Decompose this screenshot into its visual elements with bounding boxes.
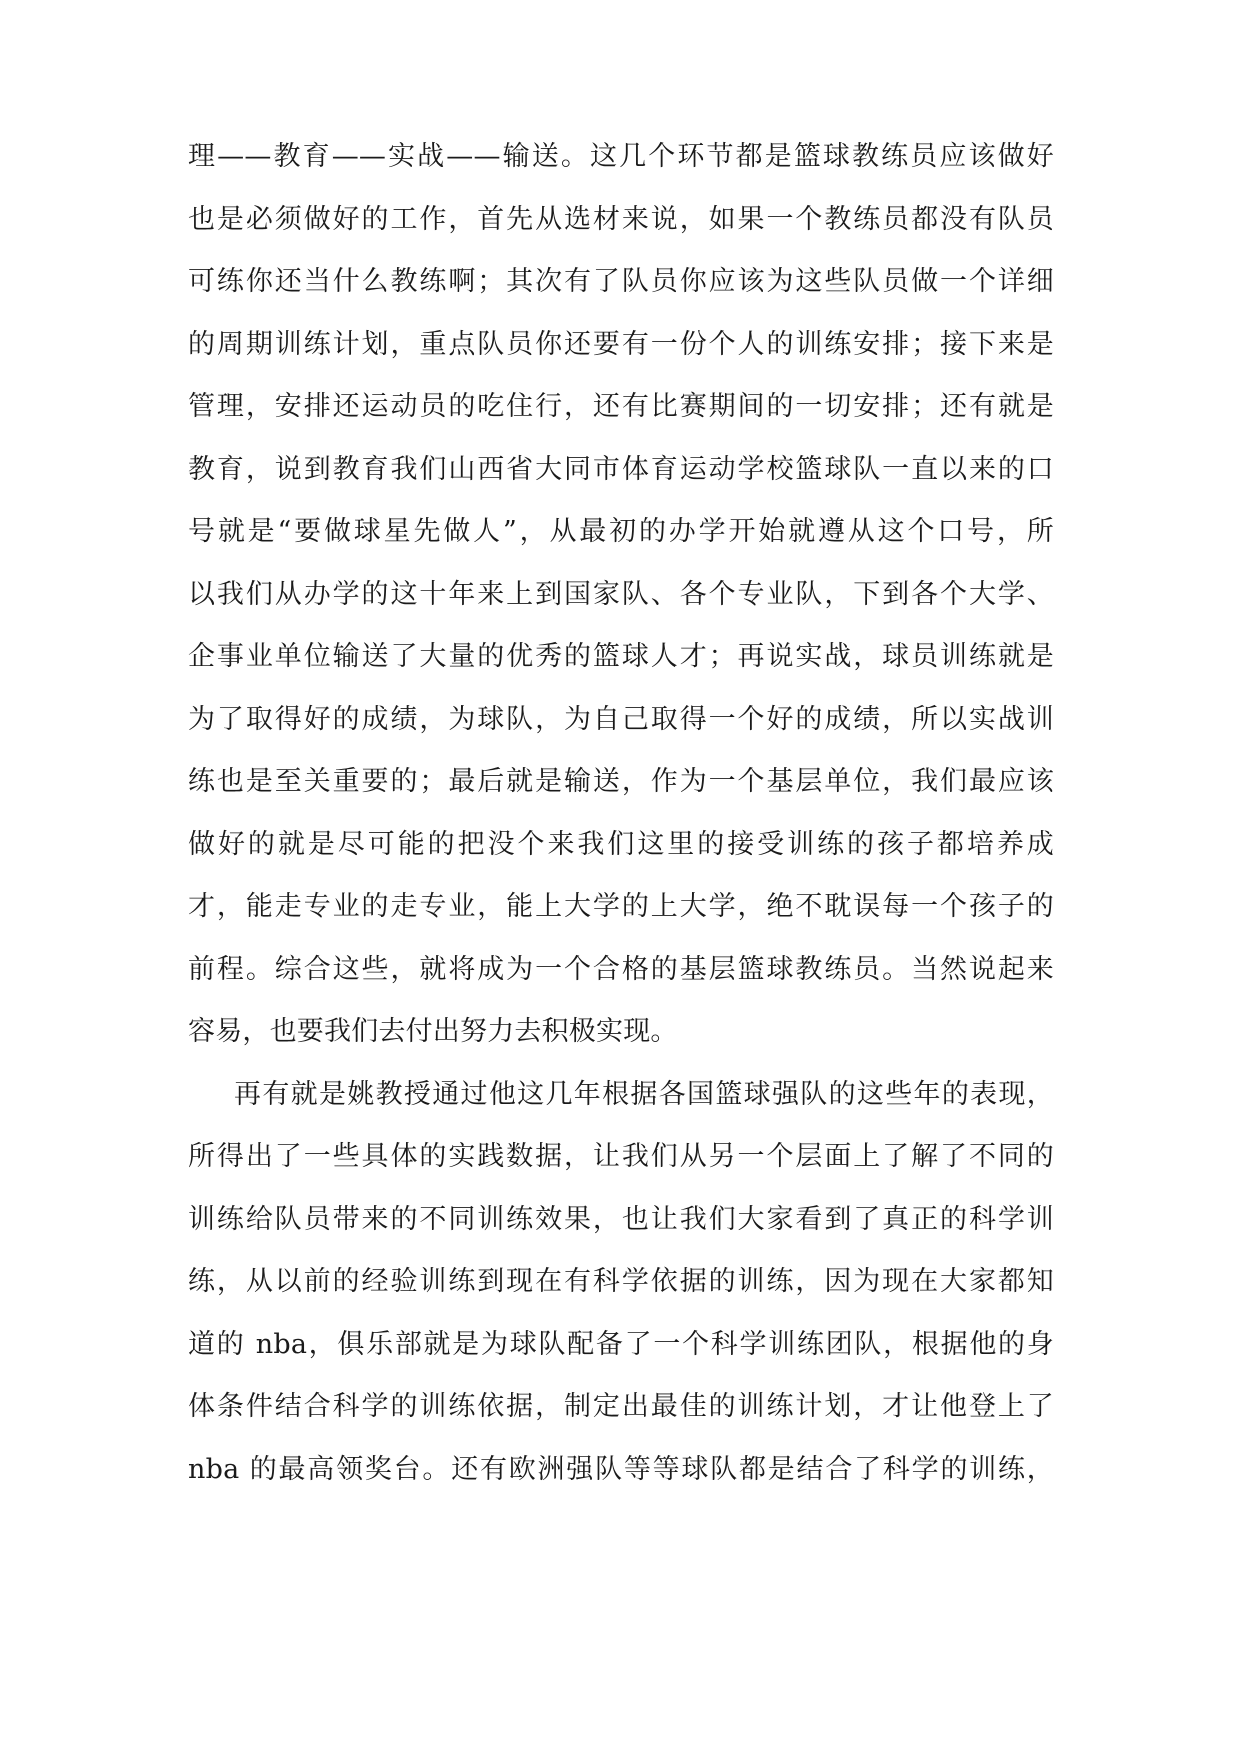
- text-line: 练，从以前的经验训练到现在有科学依据的训练，因为现在大家都知: [188, 1266, 1054, 1297]
- text-line: 练也是至关重要的；最后就是输送，作为一个基层单位，我们最应该: [188, 766, 1054, 797]
- text-line: 为了取得好的成绩，为球队，为自己取得一个好的成绩，所以实战训: [188, 703, 1054, 735]
- text-line: 训练给队员带来的不同训练效果，也让我们大家看到了真正的科学训: [188, 1203, 1054, 1235]
- text-line: 道的 nba，俱乐部就是为球队配备了一个科学训练团队，根据他的身: [188, 1328, 1054, 1360]
- paragraph: [188, 1064, 1054, 1502]
- text-line: 才，能走专业的走专业，能上大学的上大学，绝不耽误每一个孩子的: [188, 891, 1054, 922]
- text-line: nba 的最高领奖台。还有欧洲强队等等球队都是结合了科学的训练，: [188, 1453, 1054, 1485]
- text-line: 理——教育——实战——输送。这几个环节都是篮球教练员应该做好: [188, 141, 1054, 172]
- text-line: 也是必须做好的工作，首先从选材来说，如果一个教练员都没有队员: [188, 203, 1054, 235]
- text-line: 容易，也要我们去付出努力去积极实现。: [188, 1016, 678, 1047]
- text-line: 以我们从办学的这十年来上到国家队、各个专业队，下到各个大学、: [188, 578, 1054, 610]
- text-line: 体条件结合科学的训练依据，制定出最佳的训练计划，才让他登上了: [188, 1391, 1054, 1422]
- text-line: 的周期训练计划，重点队员你还要有一份个人的训练安排；接下来是: [188, 328, 1054, 360]
- text-line: 所得出了一些具体的实践数据，让我们从另一个层面上了解了不同的: [188, 1141, 1054, 1172]
- text-line: 管理，安排还运动员的吃住行，还有比赛期间的一切安排；还有就是: [188, 391, 1054, 422]
- paragraph: [188, 126, 1054, 1064]
- document-body: [188, 126, 1054, 1501]
- text-line: 号就是“要做球星先做人”，从最初的办学开始就遵从这个口号，所: [188, 516, 1054, 547]
- text-line: 再有就是姚教授通过他这几年根据各国篮球强队的这些年的表现，: [234, 1078, 1054, 1110]
- text-line: 企事业单位输送了大量的优秀的篮球人才；再说实战，球员训练就是: [188, 641, 1054, 672]
- text-line: 前程。综合这些，就将成为一个合格的基层篮球教练员。当然说起来: [188, 953, 1054, 985]
- text-line: 可练你还当什么教练啊；其次有了队员你应该为这些队员做一个详细: [188, 266, 1054, 297]
- text-line: 做好的就是尽可能的把没个来我们这里的接受训练的孩子都培养成: [188, 828, 1054, 860]
- text-line: 教育，说到教育我们山西省大同市体育运动学校篮球队一直以来的口: [188, 453, 1054, 485]
